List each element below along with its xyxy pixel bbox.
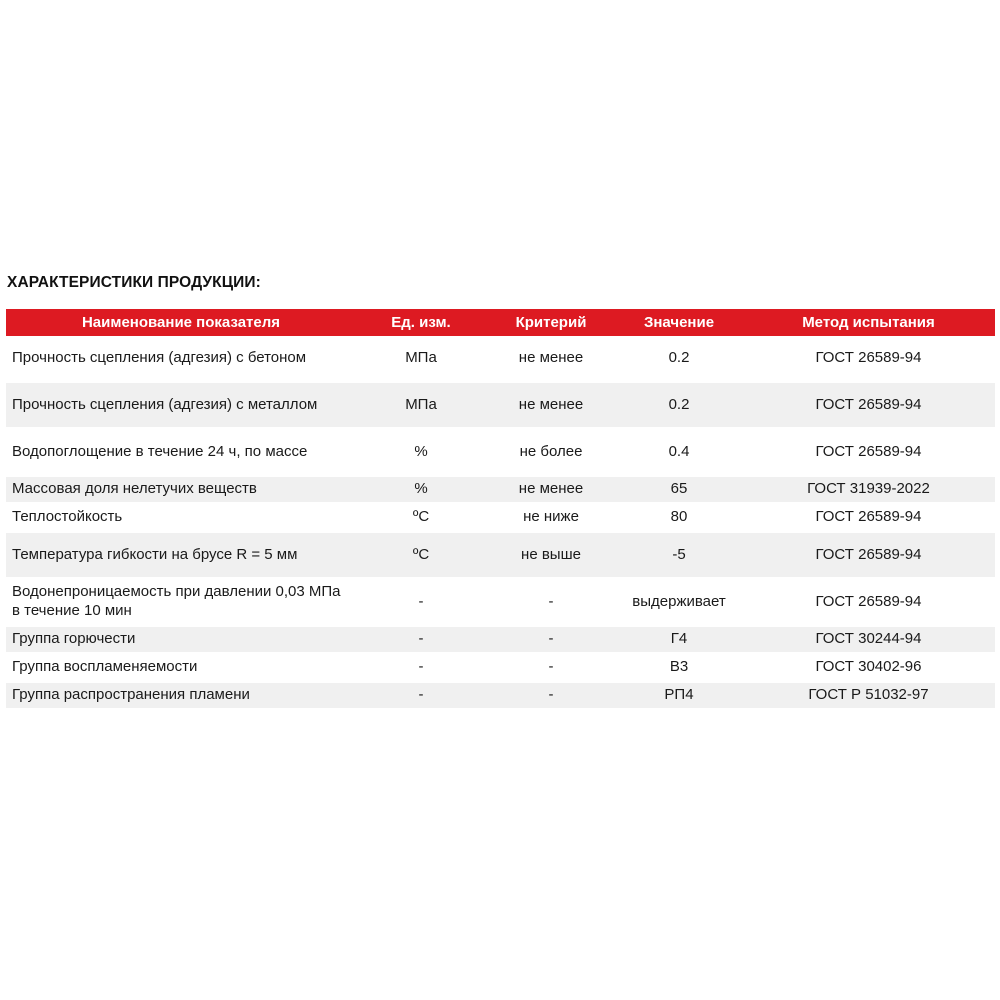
cell-test-method: ГОСТ 26589-94 — [742, 504, 995, 532]
cell-parameter-name: Массовая доля нелетучих веществ — [6, 476, 356, 504]
cell-value: 0.4 — [616, 429, 742, 476]
cell-parameter-name: Водопоглощение в течение 24 ч, по массе — [6, 429, 356, 476]
cell-unit: - — [356, 579, 486, 626]
cell-criterion: не ниже — [486, 504, 616, 532]
header-parameter-name: Наименование показателя — [6, 309, 356, 336]
table-row — [6, 336, 995, 382]
cell-value: В3 — [616, 654, 742, 682]
cell-criterion: - — [486, 626, 616, 654]
cell-criterion: не менее — [486, 476, 616, 504]
cell-parameter-name: Группа распространения пламени — [6, 682, 356, 710]
cell-parameter-name: Теплостойкость — [6, 504, 356, 532]
section-title: ХАРАКТЕРИСТИКИ ПРОДУКЦИИ: — [7, 274, 261, 291]
table-row — [6, 382, 995, 429]
cell-test-method: ГОСТ 26589-94 — [742, 532, 995, 579]
cell-value: 80 — [616, 504, 742, 532]
cell-criterion: - — [486, 579, 616, 626]
cell-criterion: не менее — [486, 382, 616, 429]
table-row — [6, 579, 995, 626]
table-row — [6, 532, 995, 579]
cell-unit: ºС — [356, 504, 486, 532]
cell-value: -5 — [616, 532, 742, 579]
table-row — [6, 626, 995, 654]
cell-value: 0.2 — [616, 336, 742, 382]
cell-value: 65 — [616, 476, 742, 504]
cell-unit: МПа — [356, 382, 486, 429]
cell-test-method: ГОСТ 26589-94 — [742, 336, 995, 382]
cell-value: РП4 — [616, 682, 742, 710]
table-row — [6, 682, 995, 710]
cell-parameter-name: Водонепроницаемость при давлении 0,03 МПа в течение 10 мин — [6, 579, 356, 626]
cell-parameter-name: Группа горючести — [6, 626, 356, 654]
cell-unit: МПа — [356, 336, 486, 382]
cell-unit: - — [356, 654, 486, 682]
table-row — [6, 504, 995, 532]
cell-value: выдерживает — [616, 579, 742, 626]
cell-parameter-name: Температура гибкости на брусе R = 5 мм — [6, 532, 356, 579]
cell-test-method: ГОСТ 30402-96 — [742, 654, 995, 682]
cell-test-method: ГОСТ Р 51032-97 — [742, 682, 995, 710]
cell-unit: - — [356, 682, 486, 710]
cell-test-method: ГОСТ 26589-94 — [742, 382, 995, 429]
cell-unit: ºС — [356, 532, 486, 579]
cell-criterion: - — [486, 682, 616, 710]
table-header-row — [6, 309, 995, 336]
cell-unit: % — [356, 476, 486, 504]
cell-criterion: не выше — [486, 532, 616, 579]
table-row — [6, 654, 995, 682]
cell-parameter-name: Прочность сцепления (адгезия) с металлом — [6, 382, 356, 429]
cell-test-method: ГОСТ 31939-2022 — [742, 476, 995, 504]
header-criterion: Критерий — [486, 309, 616, 336]
product-specs-table — [6, 309, 995, 711]
cell-criterion: не менее — [486, 336, 616, 382]
header-test-method: Метод испытания — [742, 309, 995, 336]
cell-test-method: ГОСТ 30244-94 — [742, 626, 995, 654]
cell-test-method: ГОСТ 26589-94 — [742, 579, 995, 626]
cell-parameter-name: Группа воспламеняемости — [6, 654, 356, 682]
header-value: Значение — [616, 309, 742, 336]
cell-value: Г4 — [616, 626, 742, 654]
cell-criterion: - — [486, 654, 616, 682]
table-row — [6, 476, 995, 504]
cell-value: 0.2 — [616, 382, 742, 429]
header-unit: Ед. изм. — [356, 309, 486, 336]
table-row — [6, 429, 995, 476]
cell-unit: - — [356, 626, 486, 654]
cell-parameter-name: Прочность сцепления (адгезия) с бетоном — [6, 336, 356, 382]
cell-test-method: ГОСТ 26589-94 — [742, 429, 995, 476]
cell-unit: % — [356, 429, 486, 476]
cell-criterion: не более — [486, 429, 616, 476]
